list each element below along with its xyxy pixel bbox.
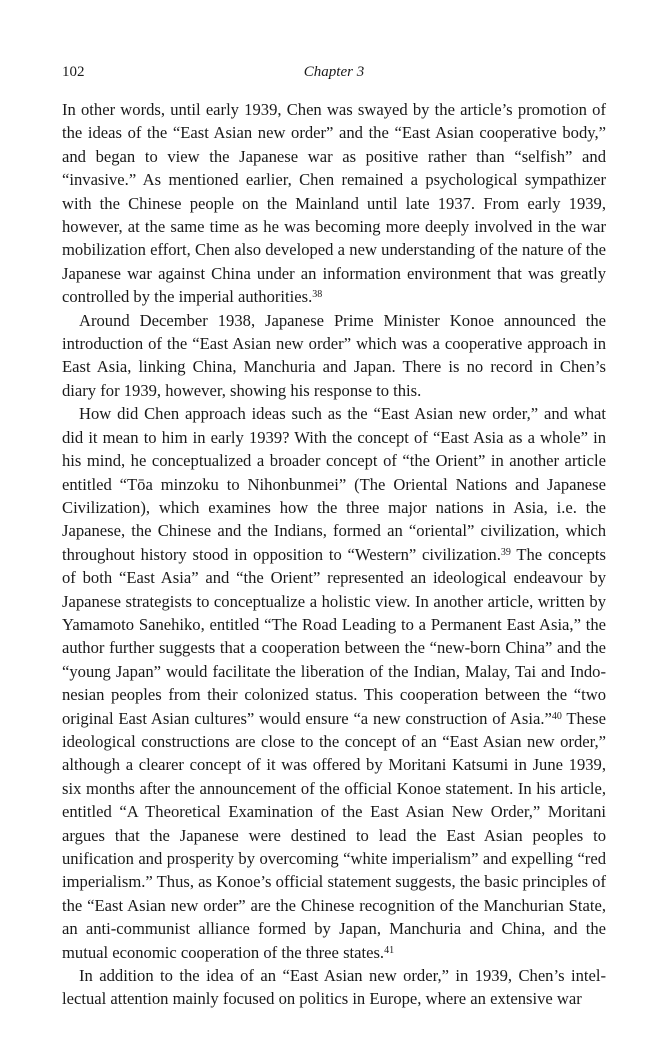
paragraph-3 xyxy=(62,402,606,964)
paragraph-text: Around December 1938, Japanese Prime Minister Konoe announced the introduction of the “East Asian new order” which was a cooperative approach in East Asia, linking China, Manchuria and Japan. There is no record in Chen’s diary for 1939, however, showing his response to this. xyxy=(62,310,606,400)
paragraph-text-continued: These ideological constructions are close to the concept of an “East Asian new order,” although a clearer concept of it was offered by Moritani Katsumi in June 1939, six months after the announcement of the official Konoe statement. In his article, entitled “A Theoretical Examination of the East Asian New Order,” Moritani argues that the Japanese were destined to lead the East Asian peoples to unification and prosperity by overcoming “white imperialism” and expelling “red imperialism.” Thus, as Konoe’s official statement suggests, the basic principles of the “East Asian new order” are the Chinese recognition of the Manchurian State, an anti-communist alliance formed by Japan, Manchuria and China, and the mutual economic cooperation of the three states. xyxy=(62,708,606,962)
paragraph-2 xyxy=(62,309,606,403)
footnote-ref-38[interactable]: 38 xyxy=(312,289,323,301)
chapter-label: Chapter 3 xyxy=(303,64,365,80)
paragraph-4 xyxy=(62,964,606,1011)
footnote-ref-39[interactable]: 39 xyxy=(500,546,511,558)
body-text xyxy=(62,98,606,1011)
footnote-ref-40[interactable]: 40 xyxy=(551,710,562,722)
paragraph-1 xyxy=(62,98,606,309)
paragraph-text: In addition to the idea of an “East Asian new order,” in 1939, Chen’s intellectual attention mainly focused on politics in Europe, where an extensive war xyxy=(62,966,606,1009)
paragraph-text: In other words, until early 1939, Chen was swayed by the article’s promotion of the ideas of the “East Asian new order” and the “East Asian cooperative body,” and began to view the Japanese war as positive rather than “selfish” and “invasive.” As mentioned earlier, Chen remained a psychological sympathizer with the Chinese people on the Mainland until late 1937. From early 1939, however, at the same time as he was becoming more deeply involved in the war mobilization effort, Chen also developed a new understanding of the nature of the Japanese war against China under an information environment that was greatly controlled by the imperial authorities. xyxy=(62,100,606,307)
paragraph-text: How did Chen approach ideas such as the “East Asian new order,” and what did it mean to him in early 1939? With the concept of “East Asia as a whole” in his mind, he conceptualized a broader concept of “the Orient” in another article entitled “Tōa minzoku to Nihonbunmei” (The Oriental Nations and Japanese Civilization), which examines how the three major nations in Asia, i.e. the Japanese, the Chinese and the Indians, formed an “oriental” civilization, which throughout history stood in opposition to “Western” civilization. xyxy=(62,404,606,564)
paragraph-text-continued: The concepts of both “East Asia” and “the Orient” represented an ideological endeavour by Japanese strategists to conceptualize a holistic view. In another article, written by Yamamoto Sanehiko, entitled “The Road Leading to a Permanent East Asia,” the author further suggests that a cooperation between the “new-born China” and the “young Japan” would facilitate the liberation of the Indian, Malay, Tai and Indonesian peoples from their colonized status. This cooperation between the “two original East Asian cultures” would ensure “a new construction of Asia.” xyxy=(62,544,606,728)
running-head xyxy=(62,64,606,86)
page-number: 102 xyxy=(62,64,85,80)
footnote-ref-41[interactable]: 41 xyxy=(384,944,395,956)
